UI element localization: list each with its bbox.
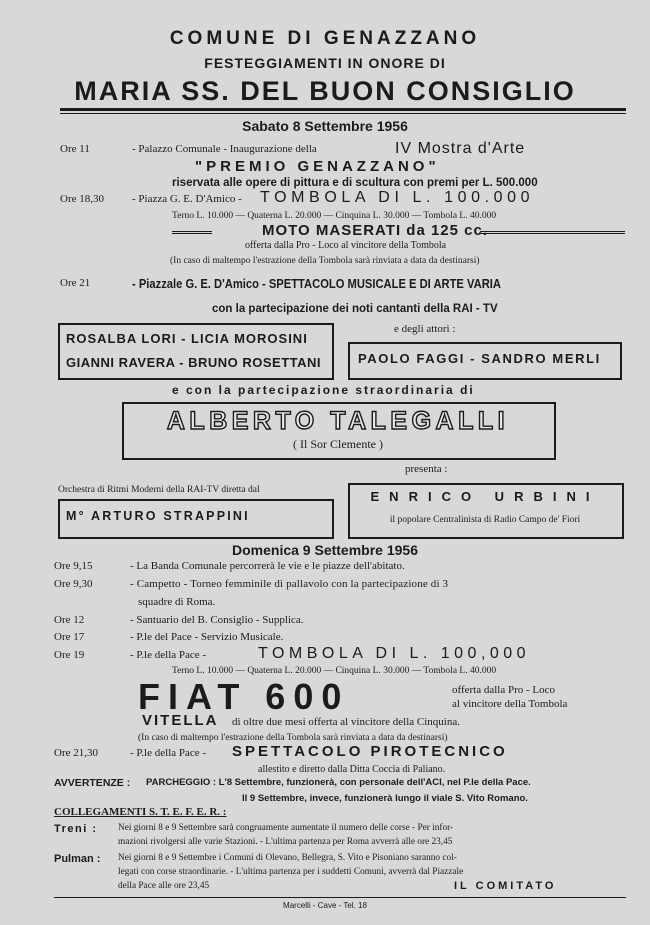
fiat-prize: FIAT 600: [138, 676, 350, 717]
fiat-offer-2: al vincitore della Tombola: [452, 698, 568, 710]
ev2130-place: - P.le della Pace -: [130, 747, 207, 759]
ev2-time: Ore 18,30: [60, 193, 104, 205]
title-rule: [60, 108, 626, 111]
ev19-time: Ore 19: [54, 649, 85, 661]
title-rule-thin: [60, 113, 626, 114]
riservata-line: riservata alle opere di pittura e di scultura con premi per L. 500.000: [172, 177, 538, 189]
premio-title: "PREMIO GENAZZANO": [195, 158, 440, 175]
pirotecnico-show: SPETTACOLO PIROTECNICO: [232, 743, 508, 760]
sun-event-text: - P.le del Pace - Servizio Musicale.: [130, 631, 284, 643]
ev19-prizes: Terno L. 10.000 — Quaterna L. 20.000 — Cinquina L. 30.000 — Tombola L. 40.000: [172, 666, 497, 676]
pirotecnico-sub: allestito e diretto dalla Ditta Coccia di Paliano.: [258, 764, 446, 775]
sun-maltempo: (In caso di maltempo l'estrazione della Tombola sarà rinviata a data da destinarsi): [138, 733, 448, 743]
sun-event-text: - La Banda Comunale percorrerà le vie e le piazze dell'abitato.: [130, 560, 405, 572]
ev3-time: Ore 21: [60, 277, 91, 289]
star-name: ALBERTO TALEGALLI: [166, 407, 510, 435]
printer-credit: Marcelli - Cave - Tel. 18: [283, 901, 367, 910]
avvertenze-line-2: Il 9 Settembre, invece, funzionerà lungo il viale S. Vito Romano.: [242, 793, 528, 804]
moto-rule-right: [480, 231, 625, 234]
actors-names: PAOLO FAGGI - SANDRO MERLI: [358, 351, 601, 366]
sun-event-text: - Campetto - Torneo femminile di pallavolo con la partecipazione di 3: [130, 578, 449, 590]
comune-heading: COMUNE DI GENAZZANO: [169, 28, 481, 49]
presenta-label: presenta :: [405, 463, 448, 475]
ev2-tombola: TOMBOLA DI L. 100.000: [260, 189, 535, 206]
sun-event-text: - Santuario del B. Consiglio - Supplica.: [130, 614, 304, 626]
sun-event-time: Ore 12: [54, 614, 85, 626]
fiat-offer-1: offerta dalla Pro - Loco: [452, 684, 556, 696]
treni-line-2: mazioni rivolgersi alle varie Stazioni. - L'ultima partenza per Roma avverrà alle ore 23,45: [118, 837, 453, 847]
maestro-name: M° ARTURO STRAPPINI: [66, 509, 250, 523]
ev3-text: - Piazzale G. E. D'Amico - SPETTACOLO MUSICALE E DI ARTE VARIA: [132, 276, 501, 291]
vitella-prize: VITELLA: [142, 712, 219, 729]
sun-event-time: Ore 17: [54, 631, 85, 643]
rai-participation: con la partecipazione dei noti cantanti della RAI - TV: [212, 303, 498, 315]
sat-maltempo: (In caso di maltempo l'estrazione della Tombola sarà rinviata a data da destinarsi): [170, 256, 480, 266]
attori-label: e degli attori :: [394, 323, 456, 335]
ev2-prizes: Terno L. 10.000 — Quaterna L. 20.000 — Cinquina L. 30.000 — Tombola L. 40.000: [172, 211, 497, 221]
urbini-name: ENRICO URBINI: [370, 489, 600, 504]
collegamenti-heading: COLLEGAMENTI S. T. E. F. E. R. :: [54, 806, 227, 818]
treni-label: Treni :: [54, 823, 98, 835]
star-subtitle: ( Il Sor Clemente ): [293, 437, 383, 451]
festeggiamenti-line: FESTEGGIAMENTI IN ONORE DI: [204, 55, 446, 71]
singers-row-2: GIANNI RAVERA - BRUNO ROSETTANI: [66, 355, 322, 370]
page-title: MARIA SS. DEL BUON CONSIGLIO: [74, 76, 576, 106]
urbini-subtitle: il popolare Centralinista di Radio Campo de' Fiori: [389, 515, 581, 525]
avvertenze-line-1: PARCHEGGIO : L'8 Settembre, funzionerà, con personale dell'ACI, nel P.le della Pace.: [146, 777, 531, 788]
pulman-line-1: Nei giorni 8 e 9 Settembre i Comuni di Olevano, Bellegra, S. Vito e Pisoniano saranno col-: [118, 853, 457, 863]
sunday-date: Domenica 9 Settembre 1956: [232, 542, 418, 558]
sun-event-time: Ore 9,30: [54, 578, 93, 590]
comitato-signature: IL COMITATO: [454, 880, 557, 892]
ev19-place: - P.le della Pace -: [130, 649, 207, 661]
moto-prize: MOTO MASERATI da 125 cc.: [262, 222, 488, 239]
ev1-mostra: IV Mostra d'Arte: [395, 140, 526, 157]
saturday-date: Sabato 8 Settembre 1956: [242, 118, 408, 134]
ev19-tombola: TOMBOLA DI L. 100,000: [258, 645, 531, 662]
orchestra-line: Orchestra di Ritmi Moderni della RAI-TV diretta dal: [58, 485, 260, 495]
ev2130-time: Ore 21,30: [54, 747, 98, 759]
ev1-time: Ore 11: [60, 143, 90, 155]
pulman-label: Pulman :: [54, 853, 101, 865]
ev2-place: - Piazza G. E. D'Amico -: [132, 193, 242, 205]
sun-event-time: Ore 9,15: [54, 560, 93, 572]
vitella-text: di oltre due mesi offerta al vincitore della Cinquina.: [232, 716, 460, 728]
pulman-line-2: legati con corse straordinarie. - L'ultima partenza per i suddetti Comuni, avverrà dal Piazzale: [118, 867, 464, 877]
ev1-text: - Palazzo Comunale - Inaugurazione della: [132, 143, 317, 155]
treni-line-1: Nei giorni 8 e 9 Settembre sarà congruamente aumentate il numero delle corse - Per infor-: [118, 823, 454, 833]
moto-rule-left: [172, 231, 212, 234]
footer-rule: [54, 897, 626, 898]
straordinaria-line: e con la partecipazione straordinaria di: [172, 383, 475, 397]
pulman-line-3: della Pace alle ore 23,45: [118, 881, 210, 891]
singers-row-1: ROSALBA LORI - LICIA MOROSINI: [66, 331, 308, 346]
avvertenze-label: AVVERTENZE :: [54, 777, 131, 789]
sun-event-text: squadre di Roma.: [138, 596, 216, 608]
moto-offer: offerta dalla Pro - Loco al vincitore della Tombola: [245, 240, 447, 251]
